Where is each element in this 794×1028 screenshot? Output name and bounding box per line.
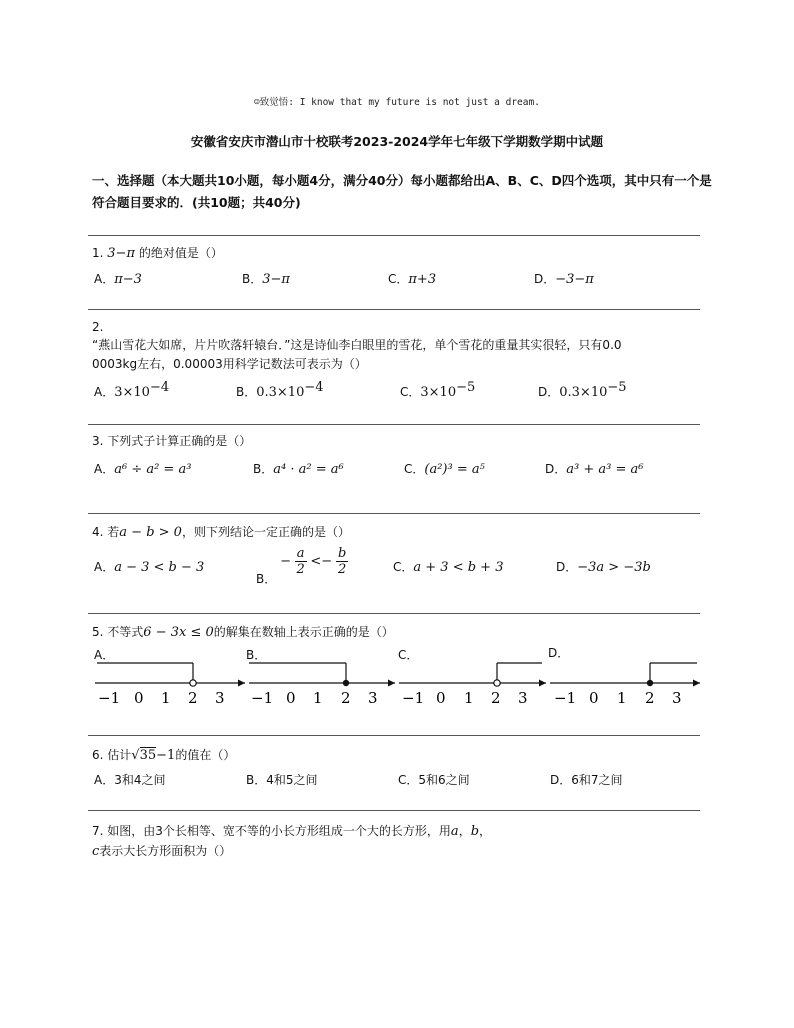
q4-option-a: A．a − 3 < b − 3 bbox=[94, 560, 205, 575]
tick-label: 1 bbox=[617, 689, 627, 707]
q3-option-c: C．(a²)³ = a⁵ bbox=[404, 462, 485, 477]
tick-label: 3 bbox=[368, 689, 378, 707]
question-6-stem: 6. 估计√35−1的值在（） bbox=[92, 748, 236, 763]
q6-option-c: C．5和6之间 bbox=[398, 773, 470, 787]
radical-icon: √ bbox=[131, 748, 140, 763]
tick-label: 0 bbox=[286, 689, 296, 707]
divider bbox=[88, 735, 700, 736]
q6-option-d: D．6和7之间 bbox=[550, 773, 623, 787]
closed-point bbox=[647, 680, 653, 686]
q3-option-d: D．a³ + a³ = a⁶ bbox=[545, 462, 644, 477]
q1-option-a: A．π−3 bbox=[94, 272, 142, 287]
q2-option-c: C．$3\times 10^{-5}$ bbox=[400, 380, 476, 400]
q4-option-c: C．a + 3 < b + 3 bbox=[393, 560, 504, 575]
divider bbox=[88, 424, 700, 425]
q1-option-c: C．π+3 bbox=[388, 272, 437, 287]
tick-label: 2 bbox=[188, 689, 198, 707]
tick-label: 1 bbox=[161, 689, 171, 707]
tick-label: −1 bbox=[554, 689, 577, 707]
q1-option-d: D．−3−π bbox=[534, 272, 594, 287]
divider bbox=[88, 513, 700, 514]
q5-option-a-label: A． bbox=[94, 648, 115, 662]
question-3-stem: 3. 下列式子计算正确的是（） bbox=[92, 434, 252, 448]
q3-option-a: A．a⁶ ÷ a² = a³ bbox=[94, 462, 192, 477]
question-1-stem: 1. 3−π 的绝对值是（） bbox=[92, 246, 223, 261]
q4-option-b: B． − $\frac{a}{2}$ <− $\frac{b}{2}$ bbox=[256, 546, 347, 586]
arrow-icon bbox=[238, 680, 245, 687]
tick-label: 2 bbox=[341, 689, 351, 707]
number-line-c bbox=[399, 663, 546, 707]
motto-line: ☺致觉悟: I know that my future is not just a dream. bbox=[254, 97, 540, 108]
tick-label: 0 bbox=[134, 689, 144, 707]
tick-label: 3 bbox=[518, 689, 528, 707]
tick-label: 2 bbox=[491, 689, 501, 707]
question-5-stem: 5. 不等式6 − 3x ≤ 0的解集在数轴上表示正确的是（） bbox=[92, 625, 394, 640]
q5-option-c-label: C． bbox=[398, 648, 419, 662]
tick-label: 3 bbox=[215, 689, 225, 707]
question-2-stem-line1: “燕山雪花大如席，片片吹落轩辕台．”这是诗仙李白眼里的雪花，单个雪花的重量其实很轻，只有0.0 bbox=[92, 338, 622, 352]
q2-option-b: B．$0.3\times 10^{-4}$ bbox=[236, 380, 324, 400]
tick-label: 0 bbox=[436, 689, 446, 707]
arrow-icon bbox=[388, 680, 395, 687]
q2-option-d: D．$0.3\times 10^{-5}$ bbox=[538, 380, 627, 400]
open-point bbox=[190, 680, 196, 686]
closed-point bbox=[343, 680, 349, 686]
page-title: 安徽省安庆市潜山市十校联考2023-2024学年七年级下学期数学期中试题 bbox=[190, 134, 604, 149]
number-line-figures bbox=[0, 655, 794, 711]
number-line-a bbox=[95, 663, 245, 707]
q2-option-a: A．$3\times 10^{-4}$ bbox=[94, 380, 170, 400]
divider bbox=[88, 309, 700, 310]
tick-label: 1 bbox=[464, 689, 474, 707]
q5-option-d-label: D． bbox=[548, 646, 570, 660]
question-2-number: 2. bbox=[92, 320, 104, 334]
q6-option-a: A．3和4之间 bbox=[94, 773, 166, 787]
question-7-stem-line2: c表示大长方形面积为（） bbox=[92, 844, 232, 859]
question-2-stem-line2: 0003kg左右，0.00003用科学记数法可表示为（） bbox=[92, 357, 367, 371]
tick-label: 0 bbox=[589, 689, 599, 707]
q5-option-b-label: B． bbox=[246, 648, 267, 662]
arrow-icon bbox=[693, 680, 700, 687]
tick-label: −1 bbox=[402, 689, 425, 707]
divider bbox=[88, 613, 700, 614]
divider bbox=[88, 235, 700, 236]
number-line-d bbox=[550, 663, 700, 707]
open-point bbox=[494, 680, 500, 686]
q1-option-b: B．3−π bbox=[242, 272, 290, 287]
question-7-stem-line1: 7. 如图，由3个长相等、宽不等的小长方形组成一个大的长方形，用a，b， bbox=[92, 824, 492, 839]
arrow-icon bbox=[539, 680, 546, 687]
q4-option-d: D．−3a > −3b bbox=[556, 560, 651, 575]
q3-option-b: B．a⁴ · a² = a⁶ bbox=[253, 462, 344, 477]
tick-label: 2 bbox=[645, 689, 655, 707]
divider bbox=[88, 810, 700, 811]
number-line-b bbox=[249, 663, 395, 707]
section-heading: 一、选择题（本大题共10小题，每小题4分，满分40分）每小题都给出A、B、C、D四个选项，其中只有一个是符合题目要求的．(共10题；共40分) bbox=[92, 173, 712, 210]
q6-option-b: B．4和5之间 bbox=[246, 773, 318, 787]
tick-label: −1 bbox=[251, 689, 274, 707]
question-4-stem: 4. 若a − b > 0，则下列结论一定正确的是（） bbox=[92, 525, 350, 540]
fraction: $\frac{b}{2}$ bbox=[338, 546, 347, 577]
tick-label: −1 bbox=[98, 689, 121, 707]
tick-label: 1 bbox=[313, 689, 323, 707]
tick-label: 3 bbox=[672, 689, 682, 707]
fraction: $\frac{a}{2}$ bbox=[296, 546, 305, 577]
